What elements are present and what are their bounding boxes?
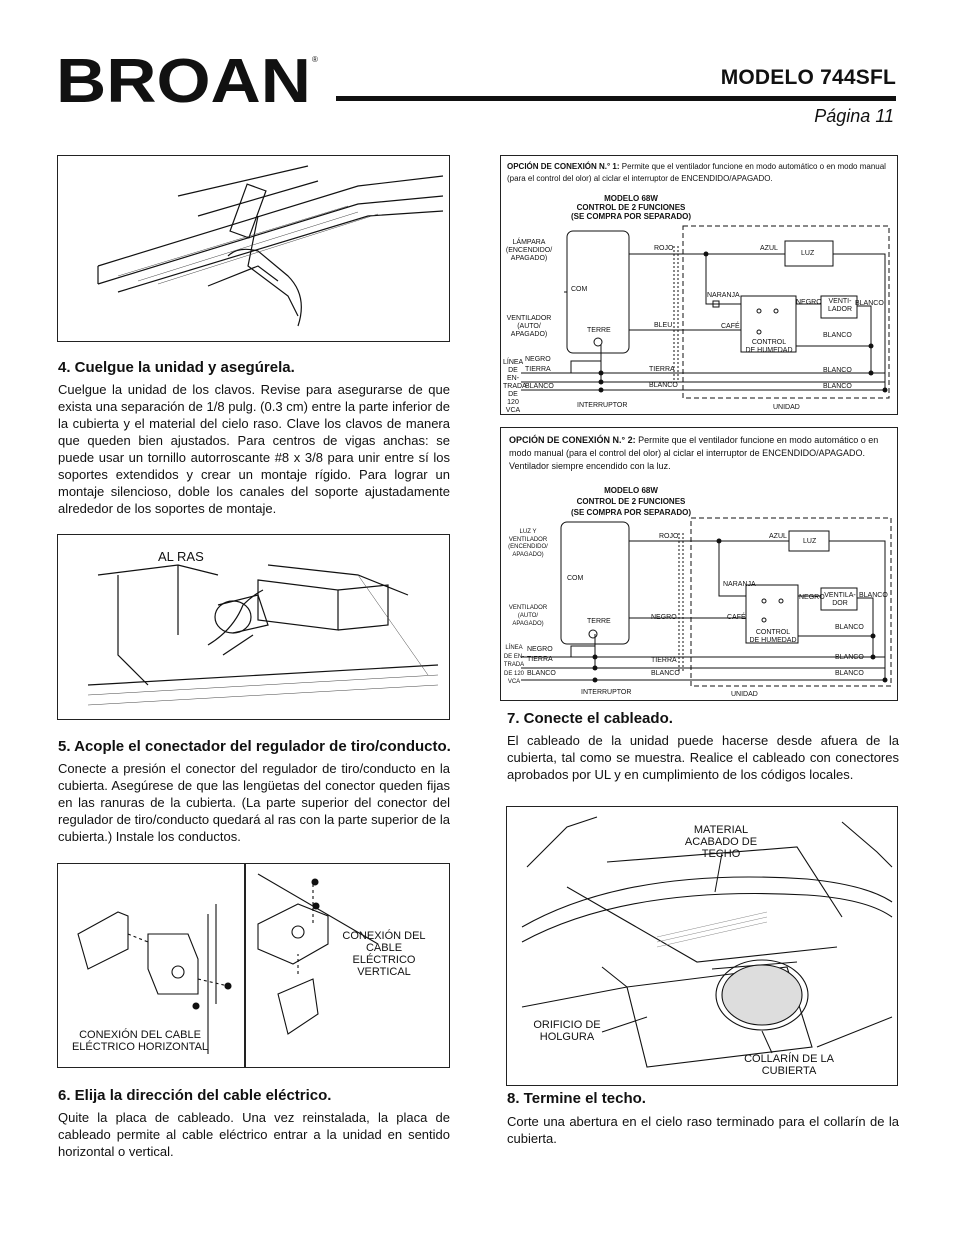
step7-title: 7. Conecte el cableado. [507, 710, 673, 727]
line-label-line: LÍNEA [505, 645, 523, 651]
fan-line: APAGADO) [512, 621, 544, 627]
wiring1-description: Permite que el ventilador funcione en modo automático o en modo manual (para el control del olor) al ciclar el interruptor de ENCENDIDO/APAGADO. [507, 162, 886, 183]
wiring2-description: Permite que el ventilador funcione en modo automático o en modo manual (para el control del olor) al ciclar el interruptor de ENCENDIDO/APAGADO. Ventilador siempre encendido con la luz. [509, 435, 879, 471]
line-label-line: VCA [505, 407, 521, 414]
com-label: COM [567, 575, 584, 582]
tierra-label: TIERRA [651, 657, 677, 664]
orificio-label: ORIFICIO DE HOLGURA [533, 1019, 601, 1043]
vent-line: DOR [832, 600, 848, 607]
blanco-label: BLANCO [651, 670, 680, 677]
header-rule [336, 96, 896, 101]
control-title-line: (SE COMPRA POR SEPARADO) [570, 212, 691, 221]
fan-line: VENTILADOR [506, 315, 552, 322]
rojo-label: ROJO [659, 533, 679, 540]
blanco-label: BLANCO [649, 382, 678, 389]
unidad-label: UNIDAD [731, 691, 758, 698]
line-label-line: DE EN- [503, 653, 525, 660]
line-label-line: LÍNEA [503, 359, 524, 366]
ventilador-label [823, 592, 857, 608]
ch-line: CONTROL [755, 629, 791, 636]
svg-text:®: ® [312, 55, 318, 64]
ch-line: DE HUMEDAD [749, 637, 797, 644]
control-humedad-label [747, 629, 799, 645]
terre-label: TERRE [587, 327, 611, 334]
negro-label: NEGRO [799, 594, 825, 601]
fan-line: (AUTO/ [517, 613, 539, 619]
cafe-label: CAFÉ [727, 614, 746, 621]
naranja-label: NARANJA [707, 292, 740, 299]
step8-text: Corte una abertura en el cielo raso terminado para el collarín de la cubierta. [507, 1114, 899, 1146]
wiring1-line-label [503, 359, 527, 415]
blanco-label: BLANCO [855, 300, 884, 307]
blanco-label: BLANCO [835, 670, 864, 677]
line-label-line: TRADA [503, 383, 527, 390]
naranja-label: NARANJA [723, 581, 756, 588]
fan-line: APAGADO) [510, 331, 548, 338]
blanco-label: BLANCO [823, 332, 852, 339]
step4-title: 4. Cuelgue la unidad y asegúrela. [58, 359, 295, 376]
step4-text: Cuelgue la unidad de los clavos. Revise para asegurarse de que exista una separación de 1/8 pulg. (0.3 cm) entre la parte inferior de la cubierta y el material del cielo raso. Clave los clavos de manera que queden bien ajustados. Para centros de vigas anchas: se puede usar un tornillo autorroscante #8 x 3/8 para unir entre sí los soportes extendidos y crear un montaje rígido. Para lograr un montaje silencioso, doble los canales del soporte ajustadamente alrededor de los soportes de montaje. [58, 382, 450, 516]
control-humedad-label [743, 339, 795, 355]
rojo-label: ROJO [654, 245, 674, 252]
bleu-label: BLEU [654, 322, 673, 329]
cafe-label: CAFÉ [721, 323, 740, 330]
blanco-label: BLANCO [835, 624, 864, 631]
wiring2-heading: OPCIÓN DE CONEXIÓN N.° 2: [509, 435, 636, 445]
ch-line: DE HUMEDAD [745, 347, 793, 354]
collarin-label: COLLARÍN DE LA CUBIERTA [744, 1053, 834, 1077]
tierra-label: TIERRA [649, 366, 675, 373]
blanco-label: BLANCO [835, 654, 864, 661]
lf-line: (ENCENDIDO/ [508, 544, 548, 550]
lf-line: VENTILADOR [508, 536, 548, 543]
lamp-line: (ENCENDIDO/ [505, 247, 553, 254]
wiring2-fan-label [503, 604, 553, 628]
wiring1-lamp-label [503, 239, 555, 263]
ch-line: CONTROL [751, 339, 787, 346]
material-label: MATERIAL ACABADO DE TECHO [684, 824, 758, 860]
wiring1-control-title [561, 194, 701, 221]
com-label: COM [571, 286, 588, 293]
vent-line: VENTILA- [824, 592, 856, 599]
negro-label: NEGRO [796, 299, 822, 306]
horizontal-cable-label: CONEXIÓN DEL CABLE ELÉCTRICO HORIZONTAL [71, 1029, 209, 1053]
flush-illustration [57, 534, 450, 720]
blanco-label: BLANCO [823, 367, 852, 374]
broan-logo [56, 52, 318, 106]
vent-line: VENTI- [828, 298, 852, 305]
blanco-label: BLANCO [823, 383, 852, 390]
fan-line: (AUTO/ [517, 323, 541, 330]
terre-label: TERRE [587, 618, 611, 625]
lamp-line: LÁMPARA [512, 239, 546, 246]
lamp-line: APAGADO) [510, 255, 548, 262]
wiring2-light-fan-label [503, 529, 553, 559]
page-number: Página 11 [814, 106, 894, 126]
step5-text: Conecte a presión el conector del regulador de tiro/conducto en la cubierta. Asegúrese de que las lengüetas del conector queden fijas en las ranuras de la cubierta. (La parte superior del conector del regulador de tiro/conducto quedará al ras con la parte superior de la cubierta.) Instale los conductos. [58, 761, 450, 844]
step6-text: Quite la placa de cableado. Una vez reinstalada, la placa de cableado permite al cable eléctrico entrar a la unidad en sentido horizontal o vertical. [58, 1110, 450, 1159]
negro-label: NEGRO [527, 646, 553, 653]
azul-label: AZUL [769, 533, 787, 540]
wiring-diagram-2 [500, 427, 898, 701]
vertical-cable-label: CONEXIÓN DEL CABLE ELÉCTRICO VERTICAL [342, 930, 426, 978]
luz-label: LUZ [803, 538, 817, 545]
line-label-line: DE 120 [507, 391, 519, 406]
hang-unit-illustration [57, 155, 450, 342]
lf-line: APAGADO) [512, 551, 544, 558]
model-title: MODELO 744SFL [720, 66, 896, 89]
blanco-label: BLANCO [525, 383, 554, 390]
negro-label: NEGRO [525, 356, 551, 363]
tierra-label: TIERRA [525, 366, 551, 373]
step5-title: 5. Acople el conectador del regulador de tiro/conducto. [58, 738, 451, 755]
wiring1-heading: OPCIÓN DE CONEXIÓN N.° 1: [507, 162, 620, 171]
ceiling-illustration [506, 806, 898, 1086]
blanco-label: BLANCO [527, 670, 556, 677]
interruptor-label: INTERRUPTOR [581, 689, 632, 696]
interruptor-label: INTERRUPTOR [577, 402, 628, 409]
wiring2-control-title [531, 485, 731, 518]
step7-text: El cableado de la unidad puede hacerse desde afuera de la cubierta, tal como se muestra. Realice el cableado con conectores aprobados por UL y en cumplimiento de los códigos locales. [507, 733, 899, 782]
cable-direction-illustration [57, 863, 450, 1068]
line-label-line: DE EN- [506, 367, 520, 382]
wiring2-line-label [503, 644, 525, 687]
vent-line: LADOR [827, 306, 853, 313]
negro-label: NEGRO [651, 614, 677, 621]
luz-label: LUZ [801, 250, 815, 257]
azul-label: AZUL [760, 245, 778, 252]
tierra-label: TIERRA [527, 656, 553, 663]
svg-text:BROAN: BROAN [56, 52, 311, 106]
control-title-line: CONTROL DE 2 FUNCIONES [576, 497, 686, 506]
step8-title: 8. Termine el techo. [507, 1090, 646, 1107]
unidad-label: UNIDAD [773, 404, 800, 411]
ventilador-label [824, 298, 856, 314]
control-title-line: CONTROL DE 2 FUNCIONES [576, 203, 686, 212]
control-title-line: MODELO 68W [604, 194, 658, 203]
wiring-diagram-1 [500, 155, 898, 415]
step6-title: 6. Elija la dirección del cable eléctrico. [58, 1087, 332, 1104]
fan-line: VENTILADOR [508, 605, 548, 611]
control-title-line: MODELO 68W [604, 486, 658, 495]
line-label-line: VCA [507, 679, 521, 685]
flush-label: AL RAS [158, 549, 204, 564]
line-label-line: DE 120 [503, 670, 524, 677]
wiring1-fan-label [503, 315, 555, 339]
line-label-line: TRADA [503, 662, 525, 668]
lf-line: LUZ Y [519, 529, 537, 535]
blanco-label: BLANCO [859, 592, 888, 599]
control-title-line: (SE COMPRA POR SEPARADO) [570, 508, 691, 517]
